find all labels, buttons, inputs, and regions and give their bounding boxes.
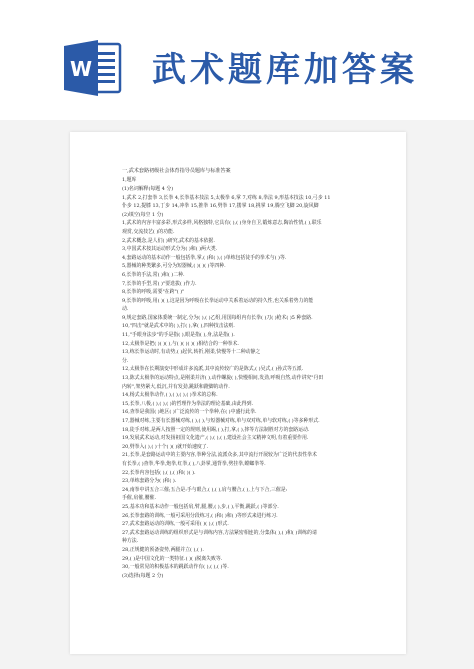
document-line: 28,正规健的预备姿势,两腿并立( ),( ).	[122, 546, 204, 553]
document-line: 有长拳,( )查拳,华拳,炮拳,红拳,( ),八卦掌,通背拳,劈挂拳,螳螂拳等.	[122, 460, 266, 467]
document-line: 11,"手眼身法步"的手是指( ),眼是指( ),身,法是指( ).	[122, 332, 235, 339]
document-line: 13,陈式太极拳的运动特点,是刚柔并济( ),动作螺旋( ),快慢相间,发劲,呼吸自然,动作讲究"丹田	[122, 375, 324, 382]
document-line: 25,基本功和基本动作一般包括肩,臂,腿,腰,( ),步,( ),平衡,跳跃,( )等部分.	[122, 503, 279, 510]
document-line: 观赏,交流技艺( )的功能.	[122, 228, 175, 235]
document-line: 内转",架势紧大,低沉,并有发劲,跳跃和蹬脚的动作.	[122, 383, 230, 390]
document-line: 12,太极拳在长期演变中形成许多流派,其中流传较广的是陈式,( )吴式,( )孙式等五派.	[122, 366, 304, 373]
document-line: 动.	[122, 306, 129, 313]
document-line: 6,长拳的手法,常( )和( )二种.	[122, 271, 185, 278]
document-line: 3,中国武术按其运动形式分为( )和( )两大类.	[122, 246, 218, 253]
document-line: 一,武术套路初级社会体育指导员题库与标准答案	[122, 168, 231, 174]
document-line: 26,长拳套路的训练,一般可采用分段练习,( )和( )和( )等形式来进行练习.	[122, 512, 278, 519]
document-line: 23,单练套路分为( )和( ).	[122, 478, 177, 485]
document-line: 27,武术套路运动训练的组织形式是与训练内容,方法紧密相连的,分集体( ),( )和( )训练的请	[122, 529, 317, 536]
document-line: 22,长拳内容包括( ),( ),( )和( )( ).	[122, 469, 196, 476]
document-line: 1,武术的内容丰富多彩,形式多样,风格独特,它具有( ),( )身身自卫,锻炼意志,陶冶性情,( ),联乐	[122, 220, 322, 227]
page-title: 武术题库加答案	[152, 50, 418, 90]
document-line: 21,长拳,是套路运动中的主要内容,拳种分法,流派众多,其中流行开展较为广泛的代表性拳术	[122, 452, 317, 459]
document-line: 1,武术 2,打套拳 3,长拳 4,长拳基本技法 5,太极拳 6,掌 7,对练 8,拳法 9,形基本技法 10,弓步 11	[122, 194, 331, 201]
document-line: (2)填空(每空 1 分)	[122, 211, 164, 218]
document-line: 2,武术概念,是人们( )研究,武术的基本依据.	[122, 237, 215, 244]
document-line: 27,武术套路运动的训练,一般可采用( )( ),( )形式.	[122, 521, 229, 528]
document-line: 19,发展武术运动,对发扬祖国文化遗产,( ),( ),( ),建设社会主义精神文明,有着重要作用.	[122, 435, 309, 442]
document-line: 分.	[122, 357, 129, 364]
document-line: 30,一般常见的积极基本的跳跃动作有( ),( ),( )等.	[122, 564, 229, 571]
document-line: 7,长拳的手型,常( )"要选拔( )作力.	[122, 280, 197, 287]
document-line: 17,器械对练,主要有长器械对练,( ),( ),与短器械对练,单与双对练,单与软对练,( )等多种形式.	[122, 418, 320, 425]
document-line: 9,规定套路,国家体委统一制定,分为( ),( )乙组,用国每组内有长拳( )刀( )枪术( )5 种套路.	[122, 314, 313, 321]
document-line: 16,查拳是我国( )地区( )广泛流传的一个拳种,在( )中盛行此拳.	[122, 409, 257, 416]
document-line: 4,套路运动的基本动作一般包括拳,掌,( )和( ),( )单练包括徒手的拳术与( )等.	[122, 254, 287, 261]
document-line: 29,( )是中国文化的一类特征.( )( )脱离失败等.	[122, 555, 223, 562]
page-header	[0, 0, 474, 135]
document-line: 1,题库	[122, 177, 137, 184]
document-line: 13,练长拳运动时,有动势,( )起伏,转折,刚柔,快慢等十二种动静之	[122, 349, 261, 356]
document-line: (1)名词解释(每题 4 分)	[122, 185, 174, 192]
document-line: 20,劈拳入( ),( )十个( )( )就开始速度了.	[122, 443, 209, 450]
document-line: 14,杨式太极拳动作,( ),( ),( ),( )拳术的总称.	[122, 392, 218, 399]
word-document-icon	[64, 38, 122, 98]
document-line: 12,太极拳是把( )( )( ),与( )( )( )( )相结合的一种拳术.	[122, 340, 239, 347]
document-line: 9,长拳的呼吸,用( )( ),这是因为呼吸在长拳运动中关系着运动的持久性,也关系着势力的能	[122, 297, 314, 304]
document-line: 5,器械的种类繁多,可分为短器械,( )( )( )等四种.	[122, 263, 226, 270]
document-line: 仆步 12,提膝 13,丁步 14,冲拳 15,推拳 16,劈拳 17,搂掌 18,挑掌 19,腾空飞脚 20,旋风脚	[122, 203, 319, 210]
word-logo-letter: W	[69, 57, 93, 81]
document-body	[122, 167, 362, 580]
document-line: 18,徒手对练,是两人按照一定的规则,使用踢,( ),打,拿,( ),摔等方法制胜对方的套路运动.	[122, 426, 310, 433]
document-line: 15,长拳,八极,( ),( ),( )的哲理作为拳法的理论基础,由此得到.	[122, 400, 254, 407]
document-line: 手催,肩催,腰催.	[122, 495, 157, 502]
document-line: 24,南拳中讲五合三催;五合是:手与眼合,( ),( ),肩与腰合,( ),上与下合,三催是:	[122, 486, 288, 493]
document-line: 8,长拳的呼吸,需要"在跨"( )"	[122, 289, 185, 296]
document-line: (3)选择(每题 2 分)	[122, 572, 164, 579]
document-line: 种方法.	[122, 538, 139, 545]
document-line: 10,"四击"就是武术中的( ),打( ),拿( ),四种技击法则.	[122, 323, 235, 330]
